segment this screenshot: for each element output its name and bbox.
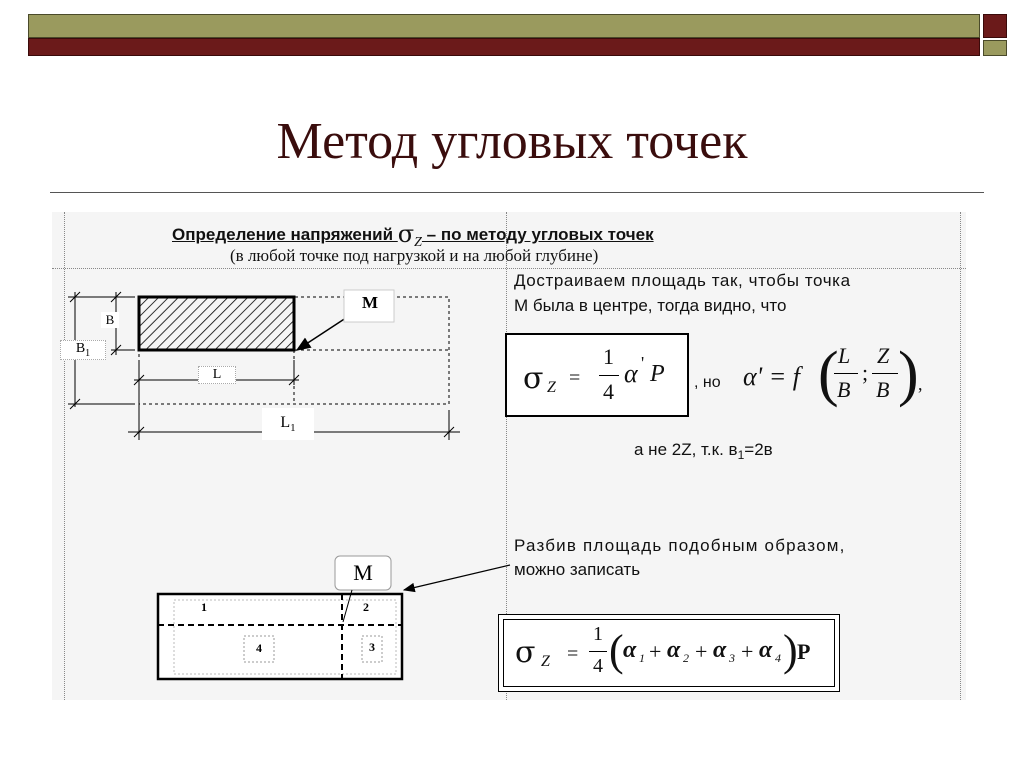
heading-sigma: σ — [397, 220, 415, 248]
formula-1-sub: Z — [547, 379, 556, 396]
formula-1-prime: ' — [641, 353, 645, 373]
formula-1-L: L — [838, 343, 851, 368]
formula-2-alpha-2: α — [667, 637, 681, 663]
formula-2-sub-1: 1 — [639, 651, 645, 665]
formula-1-equals: = — [569, 367, 581, 389]
description-line-1: Достраиваем площадь так, чтобы точка — [514, 271, 851, 290]
diagram-1-label-M: M — [350, 293, 390, 313]
formula-1-B2: B — [876, 377, 890, 402]
formula-1-rhs: α' = f — [743, 362, 800, 391]
formula-2-equals: = — [567, 643, 579, 665]
diagram-1-label-L1: $L_1$ — [262, 408, 314, 440]
formula-2-numerator: 1 — [593, 623, 603, 645]
formula-2-alpha-1: α — [623, 637, 637, 663]
formula-1-B: B — [837, 377, 851, 402]
loaded-area-rect — [139, 297, 294, 350]
formula-1-alpha: α — [624, 359, 638, 388]
diagram-1-label-L: L — [198, 366, 236, 384]
description-line-3: Разбив площадь подобным образом, — [514, 536, 846, 555]
diagram-2-area-4: 4 — [256, 641, 262, 655]
section-subheading: (в любой точке под нагрузкой и на любой глубине) — [230, 246, 599, 265]
formula-1-sigma: σ — [523, 361, 544, 396]
paren-right-2-icon: ) — [783, 626, 798, 675]
description-line-2: М была в центре, тогда видно, что — [514, 296, 787, 315]
formula-2-sub-2: 2 — [683, 651, 689, 665]
formula-2-denominator: 4 — [593, 655, 603, 677]
formula-2-P: P — [797, 639, 811, 664]
diagram-1-label-B: B — [101, 312, 119, 328]
slide-title: Метод угловых точек — [276, 113, 748, 170]
formula-1-denominator: 4 — [603, 379, 614, 404]
diagram-1-label-B1: $B_1$ — [60, 340, 106, 360]
paren-right-icon: ) — [898, 340, 919, 408]
diagram-2-area-2: 2 — [363, 600, 369, 614]
formula-2-alpha-3: α — [713, 637, 727, 663]
formula-2-plus-2: + — [695, 639, 708, 664]
formula-2-plus-1: + — [649, 639, 662, 664]
diagram-2 — [158, 556, 510, 679]
formula-1-Z: Z — [877, 343, 890, 368]
diagram-2-area-1: 1 — [201, 600, 207, 614]
diagram-2-area-3: 3 — [369, 640, 375, 654]
formula-1-sep: ; — [862, 360, 869, 385]
formula-2-sigma: σ — [515, 635, 536, 670]
paren-left-icon: ( — [818, 340, 839, 408]
formula-2-plus-3: + — [741, 639, 754, 664]
formula-2-sub-3: 3 — [729, 651, 735, 665]
formula-1-trailing-comma: , — [918, 374, 923, 394]
formula-2-sub-4: 4 — [775, 651, 781, 665]
formula-1-P: P — [650, 361, 665, 387]
formula-2-sub: Z — [541, 653, 550, 670]
formula-1-numerator: 1 — [603, 344, 614, 369]
paren-left-2-icon: ( — [609, 626, 624, 675]
note-text: а не 2Z, т.к. $в_1=2в$ — [634, 440, 773, 462]
section-heading: Определение напряжений $\sigma_Z$ – по методу угловых точек — [172, 220, 654, 250]
description-line-4: можно записать — [514, 560, 641, 579]
diagram-2-label-M: M — [353, 560, 373, 585]
formula-2-alpha-4: α — [759, 637, 773, 663]
but-word: , но — [694, 374, 721, 391]
